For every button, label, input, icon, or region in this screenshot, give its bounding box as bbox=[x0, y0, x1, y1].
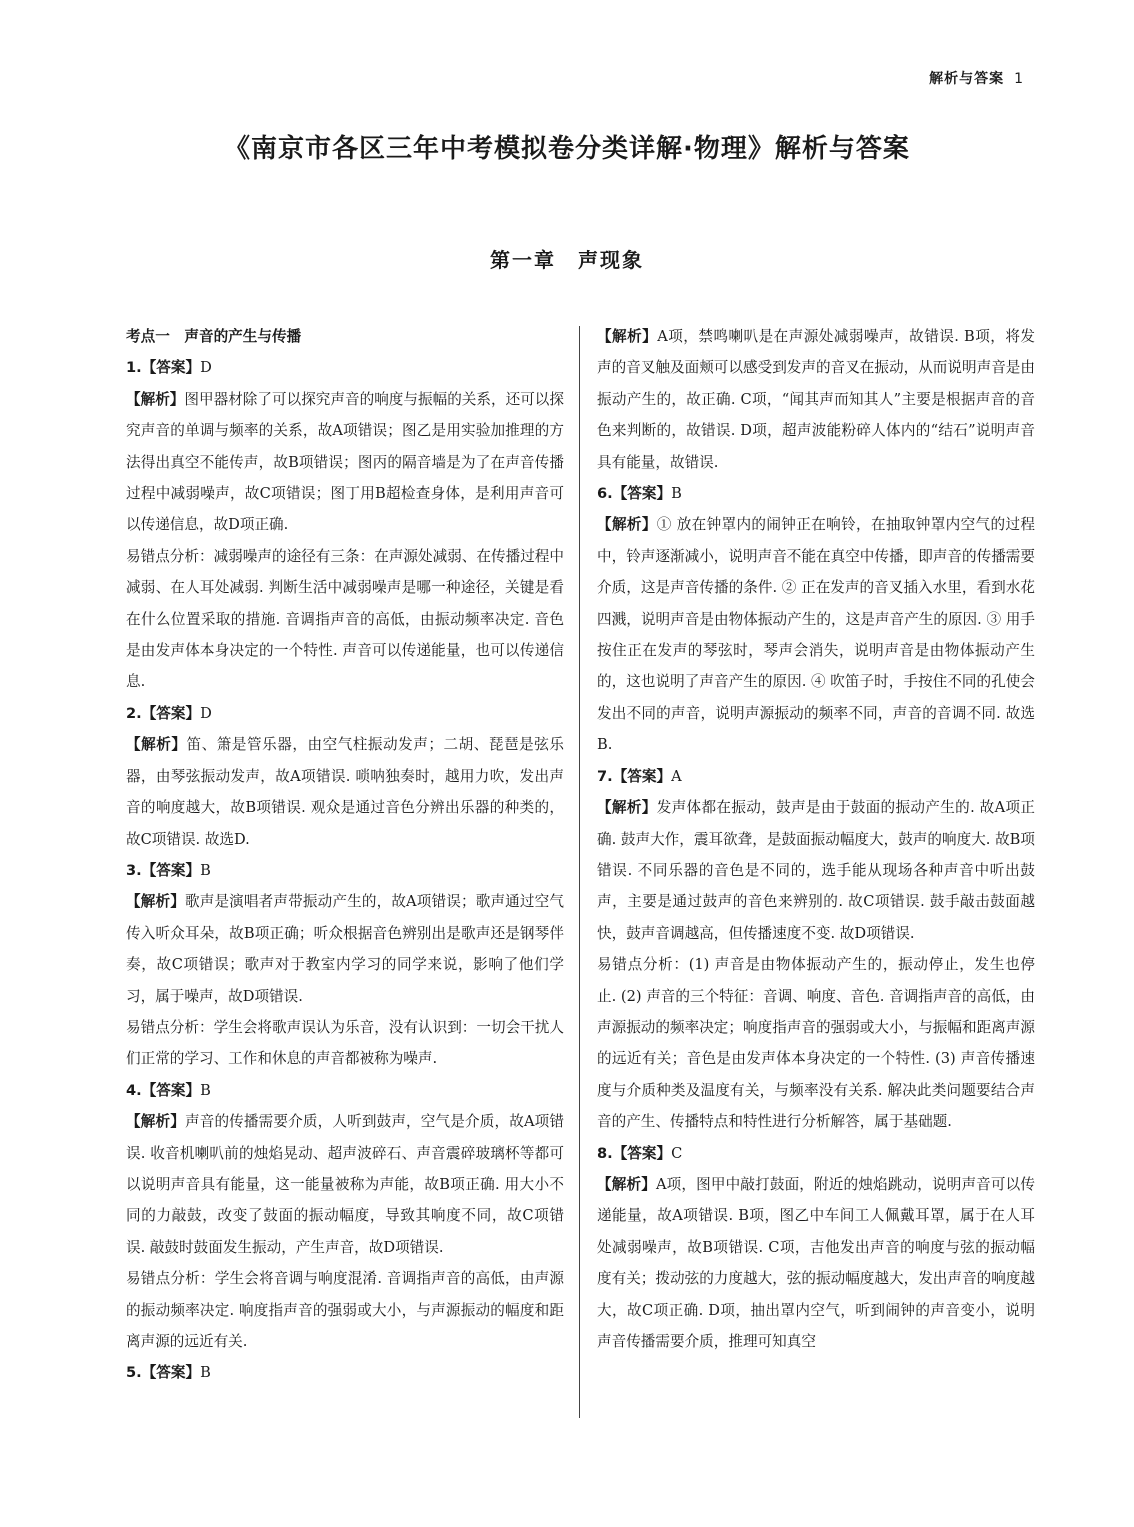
paragraph-text: ① 放在钟罩内的闹钟正在响铃，在抽取钟罩内空气的过程中，铃声逐渐减小，说明声音不能在真空中传播，即声音的传播需要介质，这是声音传播的条件. ② 正在发声的音叉插入水里，看到水花四溅，说明声音是由物体振动产生的，这是声音产生的原因. ③ 用手按住正在发声的琴弦时，琴声会消失，说明声音是由物体振动产生的，这也说明了声音产生的原因. ④ 吹笛子时，手按住不同的孔使会发出不同的声音，说明声源振动的频率不同，声音的音调不同. 故选B. bbox=[597, 516, 1035, 754]
paragraph-text: 易错点分析：学生会将歌声误认为乐音，没有认识到：一切会干扰人们正常的学习、工作和休息的声音都被称为噪声. bbox=[126, 1018, 564, 1068]
section-heading: 考点一 声音的产生与传播 bbox=[126, 328, 302, 345]
answer-value: B bbox=[200, 1081, 211, 1099]
paragraph-text: 易错点分析：(1) 声音是由物体振动产生的，振动停止，发生也停止. (2) 声音的三个特征：音调、响度、音色. 音调指声音的高低，由声源振动的频率决定；响度指声音的强弱或大小，与振幅和距离声源的远近有关；音色是由发声体本身决定的一个特性. (3) 声音传播速度与介质种类及温度有关，与频率没有关系. 解决此类问题要结合声音的产生、传播特点和特性进行分析解答，属于基础题. bbox=[597, 956, 1035, 1131]
analysis-paragraph bbox=[597, 1169, 1035, 1357]
paragraph-text: 笛、箫是管乐器，由空气柱振动发声；二胡、琵琶是弦乐器，由琴弦振动发声，故A项错误. 唢呐独奏时，越用力吹，发出声音的响度越大，故B项错误. 观众是通过音色分辨出乐器的种类的，故C项错误. 故选D. bbox=[126, 736, 564, 848]
analysis-paragraph bbox=[597, 321, 1035, 478]
answer-line bbox=[126, 1075, 564, 1106]
analysis-label: 【解析】 bbox=[126, 893, 185, 911]
analysis-label: 【解析】 bbox=[597, 328, 658, 345]
error-analysis-paragraph bbox=[126, 1012, 564, 1075]
answer-line bbox=[597, 478, 1035, 509]
answer-label: 3.【答案】 bbox=[126, 861, 201, 879]
running-title: 解析与答案 bbox=[929, 71, 1005, 87]
error-analysis-paragraph bbox=[597, 949, 1035, 1137]
answer-value: D bbox=[200, 359, 212, 377]
paragraph-text: 易错点分析：减弱噪声的途径有三条：在声源处减弱、在传播过程中减弱、在人耳处减弱. 判断生活中减弱噪声是哪一种途径，关键是看在什么位置采取的措施. 音调指声音的高低，由振动频率决定. 音色是由发声体本身决定的一个特性. 声音可以传递能量，也可以传递信息. bbox=[126, 547, 564, 691]
answer-label: 5.【答案】 bbox=[126, 1364, 201, 1382]
document-title: 《南京市各区三年中考模拟卷分类详解·物理》解析与答案 bbox=[224, 134, 910, 164]
analysis-label: 【解析】 bbox=[126, 390, 185, 408]
analysis-paragraph bbox=[126, 1106, 564, 1263]
error-analysis-paragraph bbox=[126, 541, 564, 698]
column-divider bbox=[579, 326, 580, 1418]
answer-value: B bbox=[671, 485, 682, 503]
paragraph-text: 易错点分析：学生会将音调与响度混淆. 音调指声音的高低，由声源的振动频率决定. 响度指声音的强弱或大小，与声源振动的幅度和距离声源的远近有关. bbox=[126, 1270, 564, 1350]
analysis-label: 【解析】 bbox=[597, 799, 657, 817]
answer-line bbox=[126, 1357, 564, 1388]
chapter-title: 第一章 声现象 bbox=[490, 248, 644, 272]
paragraph-text: 歌声是演唱者声带振动产生的，故A项错误；歌声通过空气传入听众耳朵，故B项正确；听众根据音色辨别出是歌声还是钢琴伴奏，故C项错误；歌声对于教室内学习的同学来说，影响了他们学习，属于噪声，故D项错误. bbox=[126, 893, 564, 1005]
error-analysis-paragraph bbox=[126, 1263, 564, 1357]
answer-label: 6.【答案】 bbox=[597, 485, 672, 503]
analysis-paragraph bbox=[126, 886, 564, 1012]
answer-value: B bbox=[200, 861, 211, 879]
answer-value: A bbox=[671, 767, 682, 785]
running-header bbox=[929, 68, 1024, 88]
answer-line bbox=[126, 698, 564, 729]
answer-label: 7.【答案】 bbox=[597, 767, 672, 785]
analysis-label: 【解析】 bbox=[126, 736, 187, 754]
page-number: 1 bbox=[1014, 71, 1024, 87]
analysis-paragraph bbox=[126, 729, 564, 855]
analysis-label: 【解析】 bbox=[597, 1175, 656, 1193]
answer-line bbox=[597, 761, 1035, 792]
answer-line bbox=[126, 855, 564, 886]
answer-value: D bbox=[200, 704, 212, 722]
analysis-label: 【解析】 bbox=[597, 516, 657, 534]
paragraph-text: 发声体都在振动，鼓声是由于鼓面的振动产生的. 故A项正确. 鼓声大作，震耳欲聋，是鼓面振动幅度大，鼓声的响度大. 故B项错误. 不同乐器的音色是不同的，选手能从现场各种声音中听出鼓声，主要是通过鼓声的音色来辨别的. 故C项错误. 鼓手敲击鼓面越快，鼓声音调越高，但传播速度不变. 故D项错误. bbox=[597, 799, 1035, 942]
paragraph-text: A项，禁鸣喇叭是在声源处减弱噪声，故错误. B项，将发声的音叉触及面颊可以感受到发声的音叉在振动，从而说明声音是由振动产生的，故正确. C项，“闻其声而知其人”主要是根据声音的音色来判断的，故错误. D项，超声波能粉碎人体内的“结石”说明声音具有能量，故错误. bbox=[597, 328, 1035, 471]
answer-label: 8.【答案】 bbox=[597, 1144, 672, 1162]
analysis-paragraph bbox=[126, 384, 564, 541]
left-column bbox=[126, 321, 564, 1389]
paragraph-text: 声音的传播需要介质，人听到鼓声，空气是介质，故A项错误. 收音机喇叭前的烛焰晃动、超声波碎石、声音震碎玻璃杯等都可以说明声音具有能量，这一能量被称为声能，故B项正确. 用大小不同的力敲鼓，改变了鼓面的振动幅度，导致其响度不同，故C项错误. 敲鼓时鼓面发生振动，产生声音，故D项错误. bbox=[126, 1113, 564, 1256]
answer-label: 1.【答案】 bbox=[126, 359, 201, 377]
answer-line bbox=[597, 1138, 1035, 1169]
right-column bbox=[597, 321, 1035, 1357]
paragraph-text: A项，图甲中敲打鼓面，附近的烛焰跳动，说明声音可以传递能量，故A项错误. B项，图乙中车间工人佩戴耳罩，属于在人耳处减弱噪声，故B项错误. C项，吉他发出声音的响度与弦的振动幅度有关；拨动弦的力度越大，弦的振动幅度越大，发出声音的响度越大，故C项正确. D项，抽出罩内空气，听到闹钟的声音变小，说明声音传播需要介质，推理可知真空 bbox=[597, 1175, 1035, 1350]
paragraph-text: 图甲器材除了可以探究声音的响度与振幅的关系，还可以探究声音的单调与频率的关系，故A项错误；图乙是用实验加推理的方法得出真空不能传声，故B项错误；图丙的隔音墙是为了在声音传播过程中减弱噪声，故C项错误；图丁用B超检查身体，是利用声音可以传递信息，故D项正确. bbox=[126, 390, 564, 534]
analysis-paragraph bbox=[597, 792, 1035, 949]
answer-value: B bbox=[200, 1364, 211, 1382]
answer-label: 4.【答案】 bbox=[126, 1081, 201, 1099]
answer-label: 2.【答案】 bbox=[126, 704, 201, 722]
answer-line bbox=[126, 352, 564, 383]
answer-value: C bbox=[671, 1144, 683, 1162]
analysis-label: 【解析】 bbox=[126, 1113, 185, 1131]
analysis-paragraph bbox=[597, 509, 1035, 760]
